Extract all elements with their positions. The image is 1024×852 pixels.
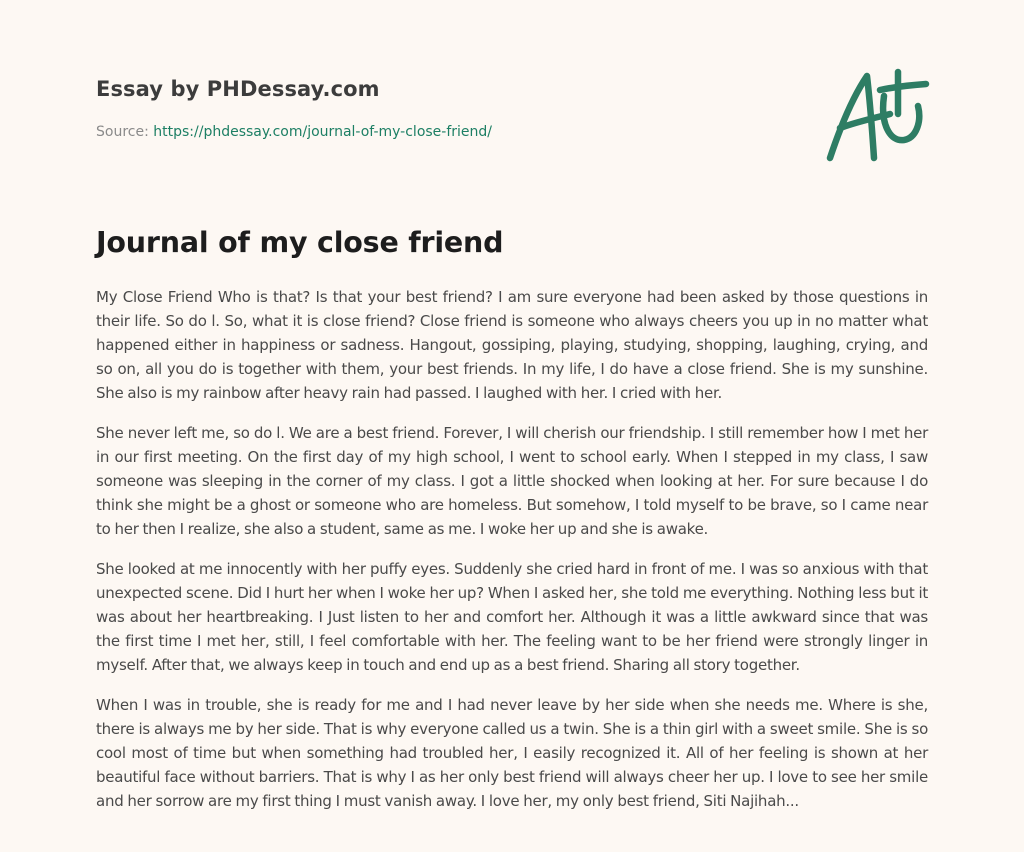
essay-title: Journal of my close friend: [96, 226, 504, 259]
brand-name: Essay by PHDessay.com: [96, 77, 380, 101]
essay-paragraph: When I was in trouble, she is ready for me and I had never leave by her side when she needs me. Where is she, there is always me by her side. That is why everyone called us a twin. She is a thin girl with a sweet smile. She is so cool most of time but when something had troubled her, I easily recognized it. All of her feeling is shown at her beautiful face without barriers. That is why I as her only best friend will always cheer her up. I love to see her smile and her sorrow are my first thing I must vanish away. I love her, my only best friend, Siti Najihah...: [96, 696, 928, 810]
source-line: [96, 124, 492, 140]
essay-body: [96, 285, 928, 829]
source-link[interactable]: https://phdessay.com/journal-of-my-close-friend/: [153, 124, 493, 140]
essay-paragraph: She looked at me innocently with her puffy eyes. Suddenly she cried hard in front of me. I was so anxious with that unexpected scene. Did I hurt her when I woke her up? When I asked her, she told me everything. Nothing less but it was about her heartbreaking. I Just listen to her and comfort her. Although it was a little awkward since that was the first time I met her, still, I feel comfortable with her. The feeling want to be her friend were strongly linger in myself. After that, we always keep in touch and end up as a best friend. Sharing all story together.: [96, 560, 928, 674]
source-label: Source:: [96, 124, 154, 140]
a-plus-logo-icon: [818, 66, 930, 166]
essay-paragraph: My Close Friend Who is that? Is that your best friend? I am sure everyone had been asked by those questions in their life. So do l. So, what it is close friend? Close friend is someone who always cheers you up in no matter what happened either in happiness or sadness. Hangout, gossiping, playing, studying, shopping, laughing, crying, and so on, all you do is together with them, your best friends. In my life, I do have a close friend. She is my sunshine. She also is my rainbow after heavy rain had passed. I laughed with her. I cried with her.: [96, 288, 928, 402]
essay-paragraph: She never left me, so do l. We are a best friend. Forever, I will cherish our friendship. I still remember how I met her in our first meeting. On the first day of my high school, I went to school early. When I stepped in my class, I saw someone was sleeping in the corner of my class. I got a little shocked when looking at her. For sure because I do think she might be a ghost or someone who are homeless. But somehow, I told myself to be brave, so I came near to her then I realize, she also a student, same as me. I woke her up and she is awake.: [96, 424, 928, 538]
